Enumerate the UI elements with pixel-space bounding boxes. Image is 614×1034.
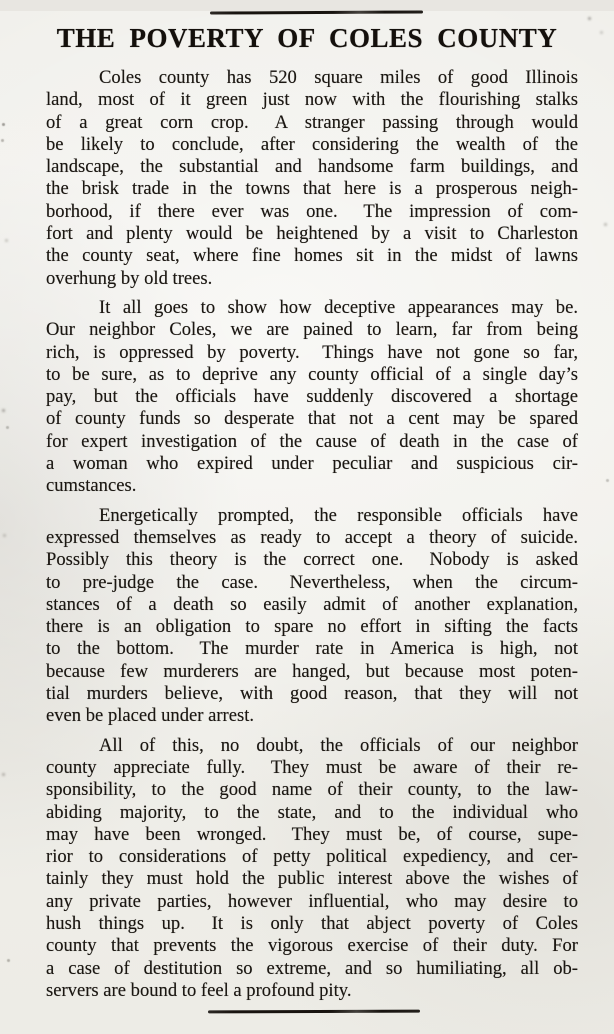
text-line: be likely to conclude, after considering the wealth of the	[46, 133, 578, 155]
text-line: abiding majority, to the state, and to the individual who	[46, 801, 578, 823]
text-line: Energetically prompted, the responsible officials have	[99, 504, 578, 526]
text-line: may have been wronged. They must be, of course, supe-	[46, 823, 578, 845]
bottom-divider-rule	[208, 1010, 420, 1014]
text-line: of county funds so desperate that not a cent may be spared	[46, 408, 578, 430]
text-line: pay, but the officials have suddenly discovered a shortage	[46, 386, 578, 408]
text-line: a woman who expired under peculiar and suspicious cir-	[46, 453, 578, 475]
text-line: the county seat, where fine homes sit in the midst of lawns	[46, 245, 578, 267]
text-line: cumstances.	[46, 475, 137, 497]
text-line: All of this, no doubt, the officials of our neighbor	[99, 734, 578, 756]
article-body	[46, 67, 578, 1002]
text-line: for expert investigation of the cause of death in the case of	[46, 430, 578, 452]
text-line: servers are bound to feel a profound pity.	[46, 979, 352, 1001]
paragraph	[46, 735, 578, 1003]
text-line: landscape, the substantial and handsome farm buildings, and	[46, 156, 578, 178]
text-line: rich, is oppressed by poverty. Things have not gone so far,	[46, 341, 578, 363]
text-line: because few murderers are hanged, but because most poten-	[46, 660, 578, 682]
text-line: overhung by old trees.	[46, 267, 213, 289]
text-line: tial murders believe, with good reason, that they will not	[46, 683, 578, 705]
text-line: county that prevents the vigorous exercise of their duty. For	[46, 935, 578, 957]
text-line: of a great corn crop. A stranger passing through would	[46, 111, 578, 133]
text-line: to pre-judge the case. Nevertheless, when the circum-	[46, 571, 578, 593]
text-line: to be sure, as to deprive any county official of a single day’s	[46, 363, 578, 385]
text-line: stances of a death so easily admit of another explanation,	[46, 593, 578, 615]
scan-speckle-artifacts	[0, 11, 3, 14]
text-line: even be placed under arrest.	[46, 705, 255, 727]
article-title: THE POVERTY OF COLES COUNTY	[56, 23, 558, 53]
text-line: to the bottom. The murder rate in America is high, not	[46, 638, 578, 660]
text-line: a case of destitution so extreme, and so humiliating, all ob-	[46, 957, 578, 979]
text-line: the brisk trade in the towns that here is a prosperous neigh-	[46, 178, 578, 200]
text-line: there is an obligation to spare no effort in sifting the facts	[46, 616, 578, 638]
text-line: fort and plenty would be heightened by a visit to Charleston	[46, 223, 578, 245]
text-line: tainly they must hold the public interest above the wishes of	[46, 868, 578, 890]
text-line: hush things up. It is only that abject poverty of Coles	[46, 912, 578, 934]
text-line: Coles county has 520 square miles of good Illinois	[99, 67, 578, 88]
text-line: It all goes to show how deceptive appearances may be.	[99, 296, 578, 318]
text-line: sponsibility, to the good name of their county, to the law-	[46, 779, 578, 801]
text-line: expressed themselves as ready to accept a theory of suicide.	[46, 526, 578, 548]
text-line: borhood, if there ever was one. The impression of com-	[46, 200, 578, 222]
text-line: Our neighbor Coles, we are pained to learn, far from being	[46, 319, 578, 341]
paragraph	[46, 297, 578, 498]
top-divider-rule	[210, 10, 423, 14]
scanned-article-page	[0, 11, 614, 1034]
paragraph	[46, 67, 578, 290]
text-line: rior to considerations of petty political expediency, and cer-	[46, 846, 578, 868]
text-line: any private parties, however influential, who may desire to	[46, 890, 578, 912]
paragraph	[46, 505, 578, 728]
text-line: county appreciate fully. They must be aware of their re-	[46, 756, 578, 778]
text-line: land, most of it green just now with the flourishing stalks	[46, 89, 578, 111]
text-line: Possibly this theory is the correct one. Nobody is asked	[46, 549, 578, 571]
